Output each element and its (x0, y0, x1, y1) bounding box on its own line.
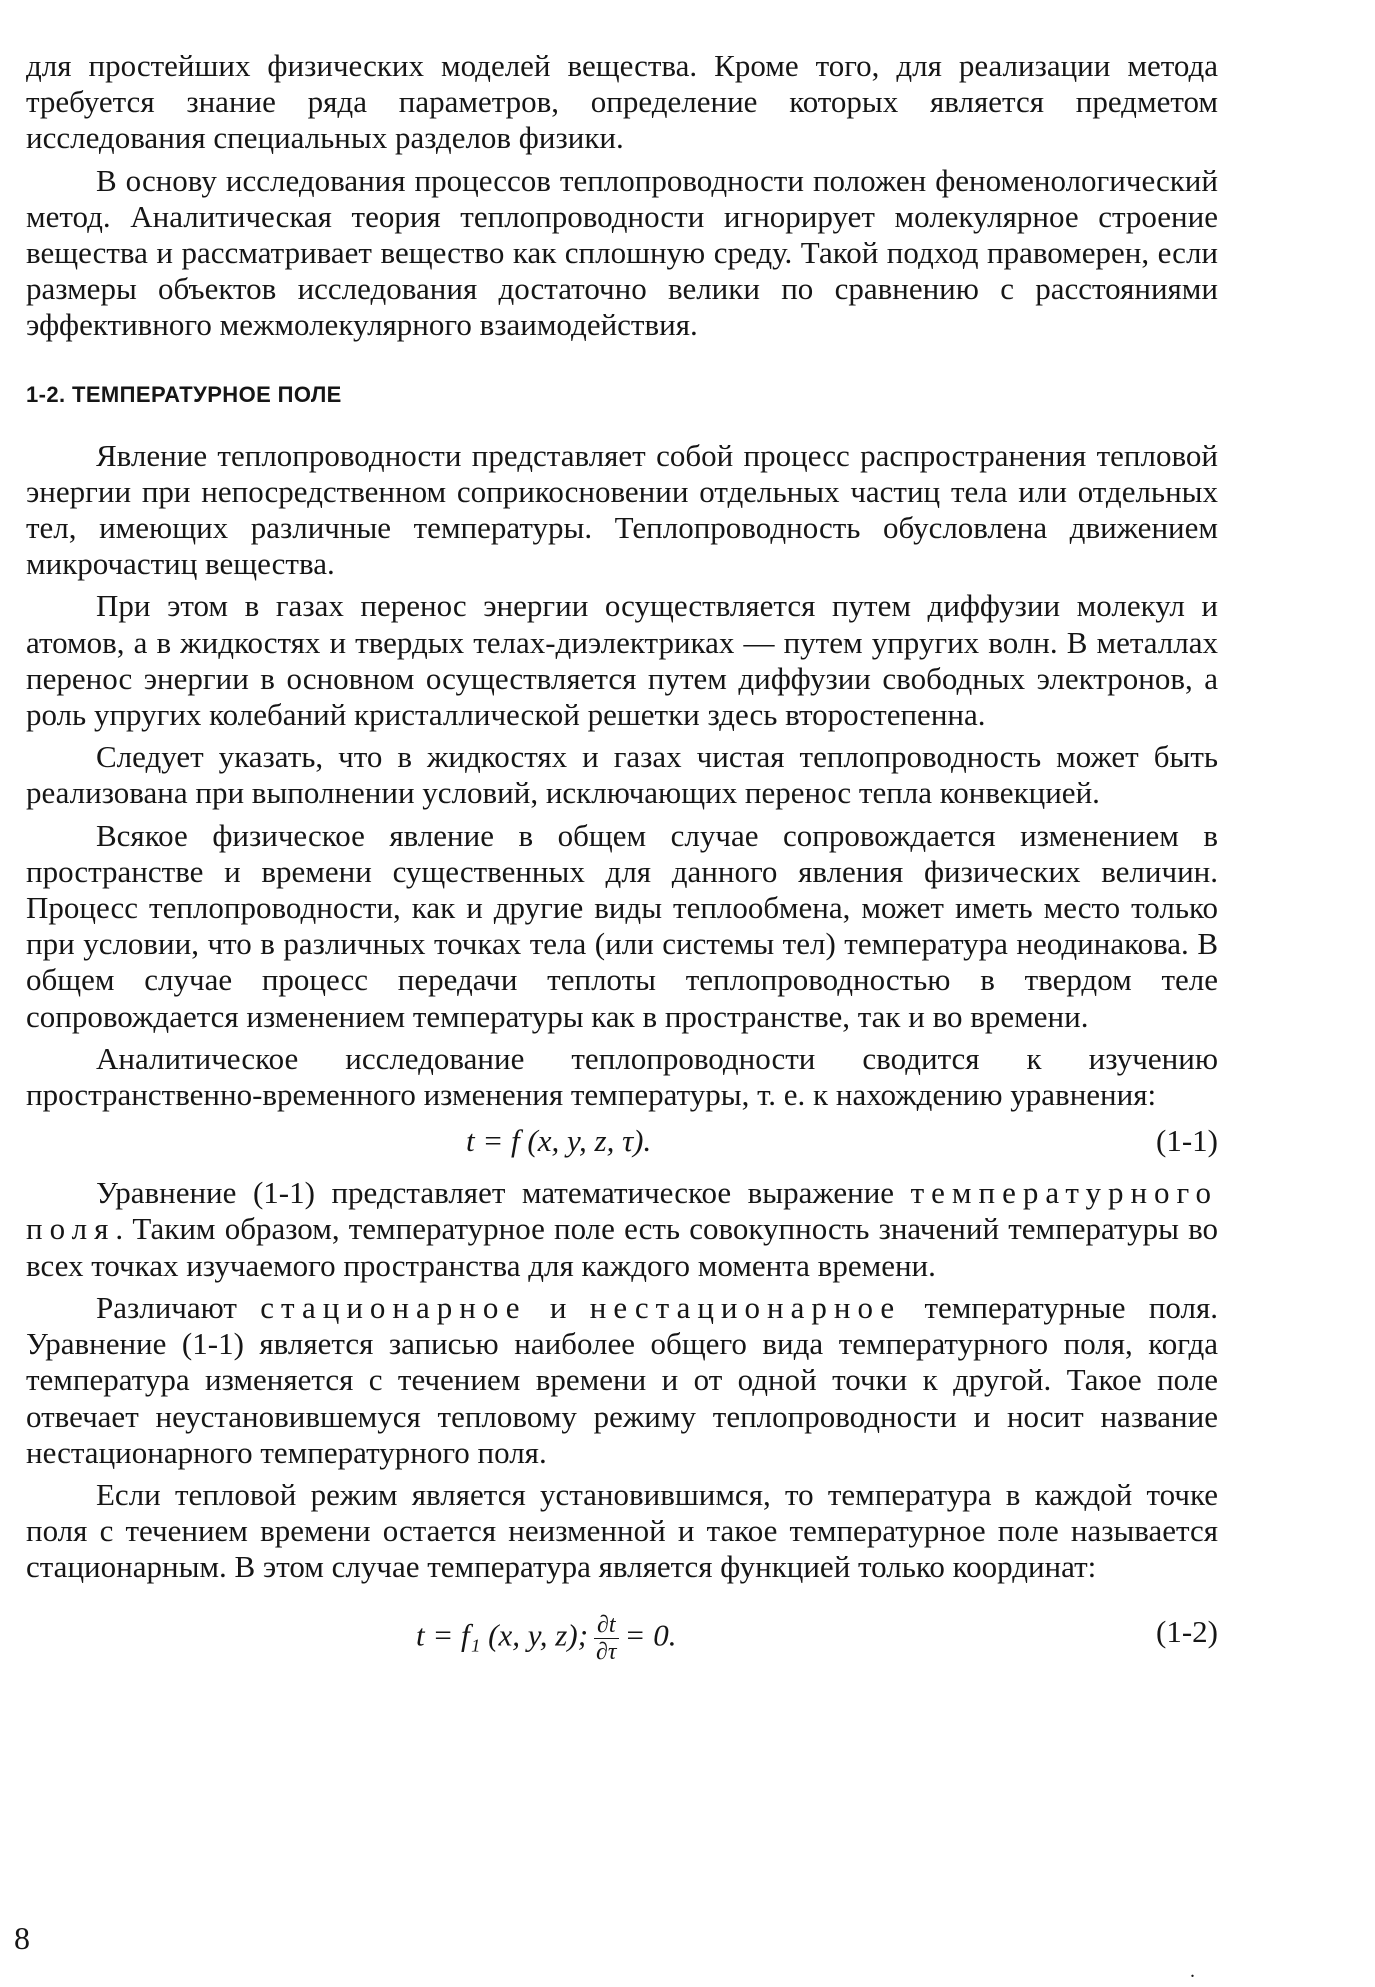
formula-1-2 (26, 1598, 1218, 1668)
emphasized-term: температурного поля (26, 1175, 1218, 1247)
fraction-denominator: ∂τ (596, 1638, 617, 1665)
partial-derivative (594, 1612, 619, 1665)
paragraph: Следует указать, что в жидкостях и газах чистая теплопроводность может быть реализована при выполнении условий, исключающих перенос тепла конвекцией. (26, 739, 1218, 811)
paragraph: При этом в газах перенос энергии осуществляется путем диффузии молекул и атомов, а в жидкостях и твердых телах-диэлектриках — путем упругих волн. В металлах перенос энергии в основном осуществляется путем диффузии свободных электронов, а роль упругих колебаний кристаллической решетки здесь второстепенна. (26, 588, 1218, 733)
text-run: Различают (96, 1289, 261, 1325)
text-run: . Таким образом, температурное поле есть совокупность значений температуры во всех точках изучаемого пространства для каждого момента времени. (26, 1211, 1218, 1283)
text-run: и (526, 1289, 590, 1325)
paragraph: Если тепловой режим является установившимся, то температура в каждой точке поля с течением времени остается неизменной и такое температурное поле называется стационарным. В этом случае температура является функцией только координат: (26, 1476, 1218, 1585)
formula-lhs: t = f₁ (x, y, z); (416, 1617, 589, 1653)
emphasized-term: стационарное (260, 1289, 527, 1325)
formula-number: (1-2) (1156, 1613, 1218, 1649)
paragraph (26, 1290, 1218, 1471)
paragraph: В основу исследования процессов теплопроводности положен феноменологический метод. Аналитическая теория теплопроводности игнорирует молекулярное строение вещества и рассматривает вещество как сплошную среду. Такой подход правомерен, если размеры объектов исследования достаточно велики по сравнению с расстояниями эффективного межмолекулярного взаимодействия. (26, 162, 1218, 343)
emphasized-term: нестационарное (589, 1289, 902, 1325)
page-number: 8 (14, 1920, 30, 1956)
formula-rhs: = 0. (624, 1617, 677, 1653)
paragraph (26, 1175, 1218, 1284)
text-run: Уравнение (1-1) представляет математическое выражение (96, 1175, 911, 1211)
print-speck: . (1190, 1960, 1195, 1982)
fraction-numerator: ∂t (594, 1612, 619, 1639)
paragraph: Явление теплопроводности представляет собой процесс распространения тепловой энергии при непосредственном соприкосновении отдельных частиц тела или отдельных тел, имеющих различные температуры. Теплопроводность обусловлена движением микрочастиц вещества. (26, 437, 1218, 582)
text-run: температурные поля. Уравнение (1-1) является записью наиболее общего вида температурного поля, когда температура изменяется с течением времени и от одной точки к другой. Такое поле отвечает неустановившемуся тепловому режиму теплопроводности и носит название нестационарного температурного поля. (26, 1289, 1218, 1470)
formula-number: (1-1) (1156, 1123, 1218, 1159)
formula-expression: t = f (x, y, z, τ). (466, 1123, 652, 1159)
page-body (26, 48, 1218, 1676)
section-title: 1-2. ТЕМПЕРАТУРНОЕ ПОЛЕ (26, 381, 342, 407)
paragraph: Аналитическое исследование теплопроводности сводится к изучению пространственно-временного изменения температуры, т. е. к нахождению уравнения: (26, 1040, 1218, 1113)
paragraph: Всякое физическое явление в общем случае сопровождается изменением в пространстве и времени существенных для данного явления физических величин. Процесс теплопроводности, как и другие виды теплообмена, может иметь место только при условии, что в различных точках тела (или системы тел) температура неодинакова. В общем случае процесс передачи теплоты теплопроводностью в твердом теле сопровождается изменением температуры как в пространстве, так и во времени. (26, 817, 1218, 1034)
paragraph: для простейших физических моделей вещества. Кроме того, для реализации метода требуется знание ряда параметров, определение которых является предметом исследования специальных разделов физики. (26, 48, 1218, 156)
formula-expression (416, 1612, 676, 1665)
formula-1-1 (26, 1119, 1218, 1167)
